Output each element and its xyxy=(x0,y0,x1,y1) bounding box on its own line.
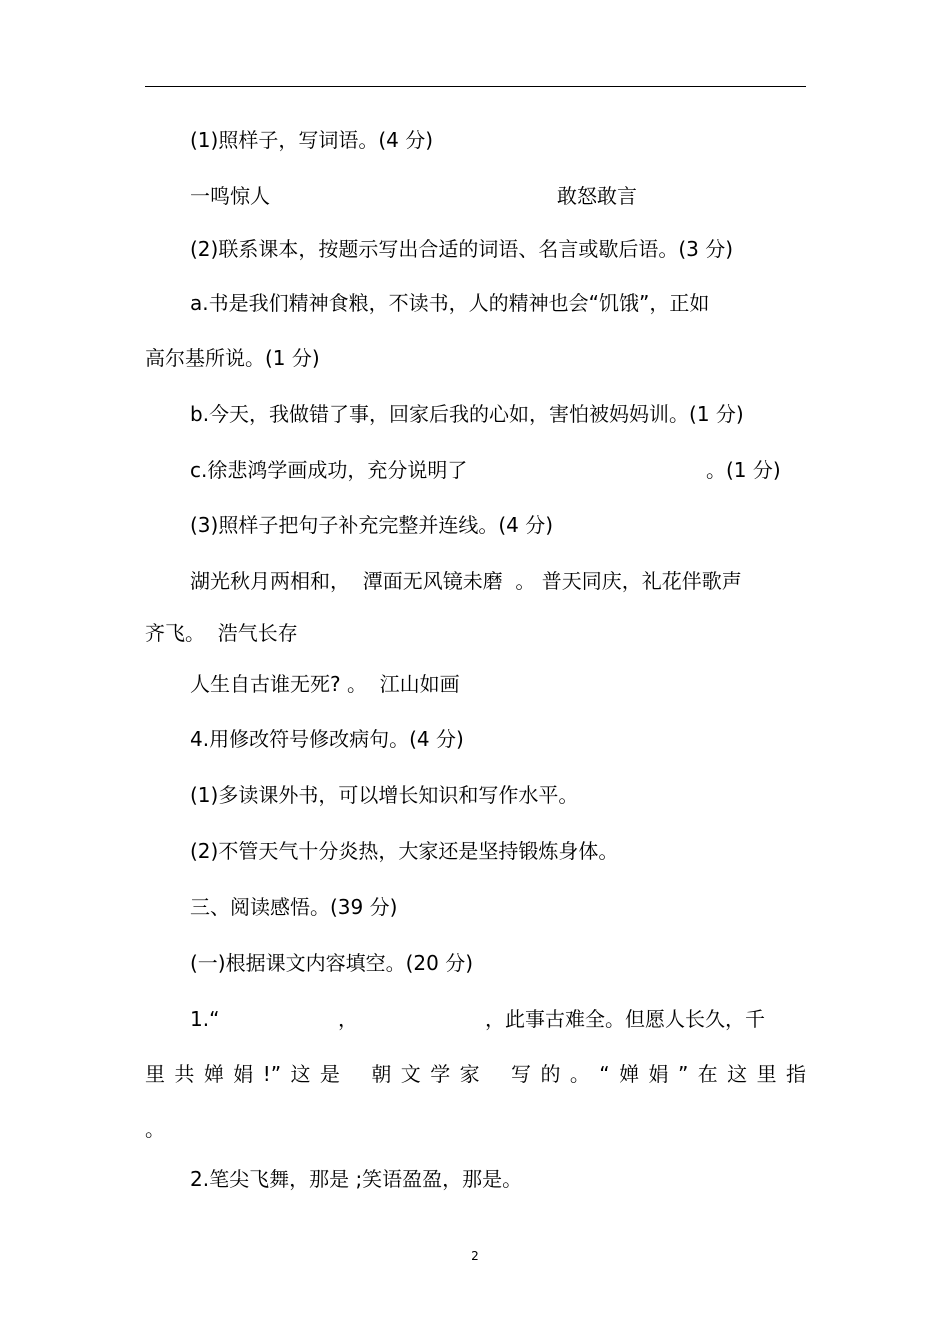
text-line-1: (1)照样子，写词语。(4 分) xyxy=(190,128,434,152)
glyph: !” xyxy=(262,1062,282,1086)
page-number: 2 xyxy=(471,1249,479,1263)
glyph: ” xyxy=(677,1062,689,1086)
glyph: “ xyxy=(599,1062,610,1086)
text-line-17c: ，此事古难全。但愿人长久，千 xyxy=(485,1007,765,1031)
glyph: 朝 xyxy=(371,1062,392,1086)
text-line-10: 齐飞。 浩气长存 xyxy=(145,621,298,645)
glyph: 在 xyxy=(697,1062,718,1086)
text-line-17b: ， xyxy=(338,1007,358,1031)
glyph: 文 xyxy=(400,1062,421,1086)
text-line-8: (3)照样子把句子补充完整并连线。(4 分) xyxy=(190,513,554,537)
header-rule xyxy=(145,86,806,87)
example-word-2: 敢怒敢言 xyxy=(557,184,637,208)
glyph: 里 xyxy=(756,1062,777,1086)
text-line-11: 人生自古谁无死? 。 江山如画 xyxy=(190,672,460,696)
glyph: 写 xyxy=(511,1062,532,1086)
glyph: 婵 xyxy=(203,1062,224,1086)
glyph: 学 xyxy=(430,1062,451,1086)
text-line-6: b.今天，我做错了事，回家后我的心如，害怕被妈妈训。(1 分) xyxy=(190,402,744,426)
text-line-19: 。 xyxy=(145,1117,165,1141)
glyph: 娟 xyxy=(648,1062,669,1086)
example-word-1: 一鸣惊人 xyxy=(190,184,270,208)
glyph: 这 xyxy=(290,1062,311,1086)
text-line-7a: c.徐悲鸿学画成功，充分说明了 xyxy=(190,458,468,482)
glyph: 是 xyxy=(319,1062,340,1086)
glyph: 里 xyxy=(145,1062,165,1086)
text-line-18 xyxy=(145,1061,806,1087)
text-line-9: 湖光秋月两相和， 潭面无风镜未磨 。 普天同庆，礼花伴歌声 xyxy=(190,569,742,593)
glyph: 这 xyxy=(727,1062,748,1086)
text-line-20: 2.笔尖飞舞，那是 ;笑语盈盈，那是。 xyxy=(190,1167,523,1191)
glyph: 家 xyxy=(459,1062,480,1086)
glyph: 娟 xyxy=(233,1062,254,1086)
text-line-5: 高尔基所说。(1 分) xyxy=(145,346,320,370)
text-line-13: (1)多读课外书，可以增长知识和写作水平。 xyxy=(190,783,579,807)
text-line-3: (2)联系课本，按题示写出合适的词语、名言或歇后语。(3 分) xyxy=(190,237,734,261)
text-line-17a: 1.“ xyxy=(190,1007,220,1031)
glyph: 指 xyxy=(786,1062,806,1086)
glyph: 共 xyxy=(174,1062,195,1086)
text-line-7b: 。(1 分) xyxy=(706,458,781,482)
text-line-16: (一)根据课文内容填空。(20 分) xyxy=(190,951,474,975)
glyph: 。 xyxy=(569,1062,590,1086)
glyph: 的 xyxy=(540,1062,561,1086)
text-line-15: 三、阅读感悟。(39 分) xyxy=(190,895,398,919)
text-line-14: (2)不管天气十分炎热，大家还是坚持锻炼身体。 xyxy=(190,839,619,863)
glyph: 婵 xyxy=(619,1062,640,1086)
text-line-4: a.书是我们精神食粮，不读书，人的精神也会“饥饿”，正如 xyxy=(190,291,710,315)
text-line-12: 4.用修改符号修改病句。(4 分) xyxy=(190,727,464,751)
